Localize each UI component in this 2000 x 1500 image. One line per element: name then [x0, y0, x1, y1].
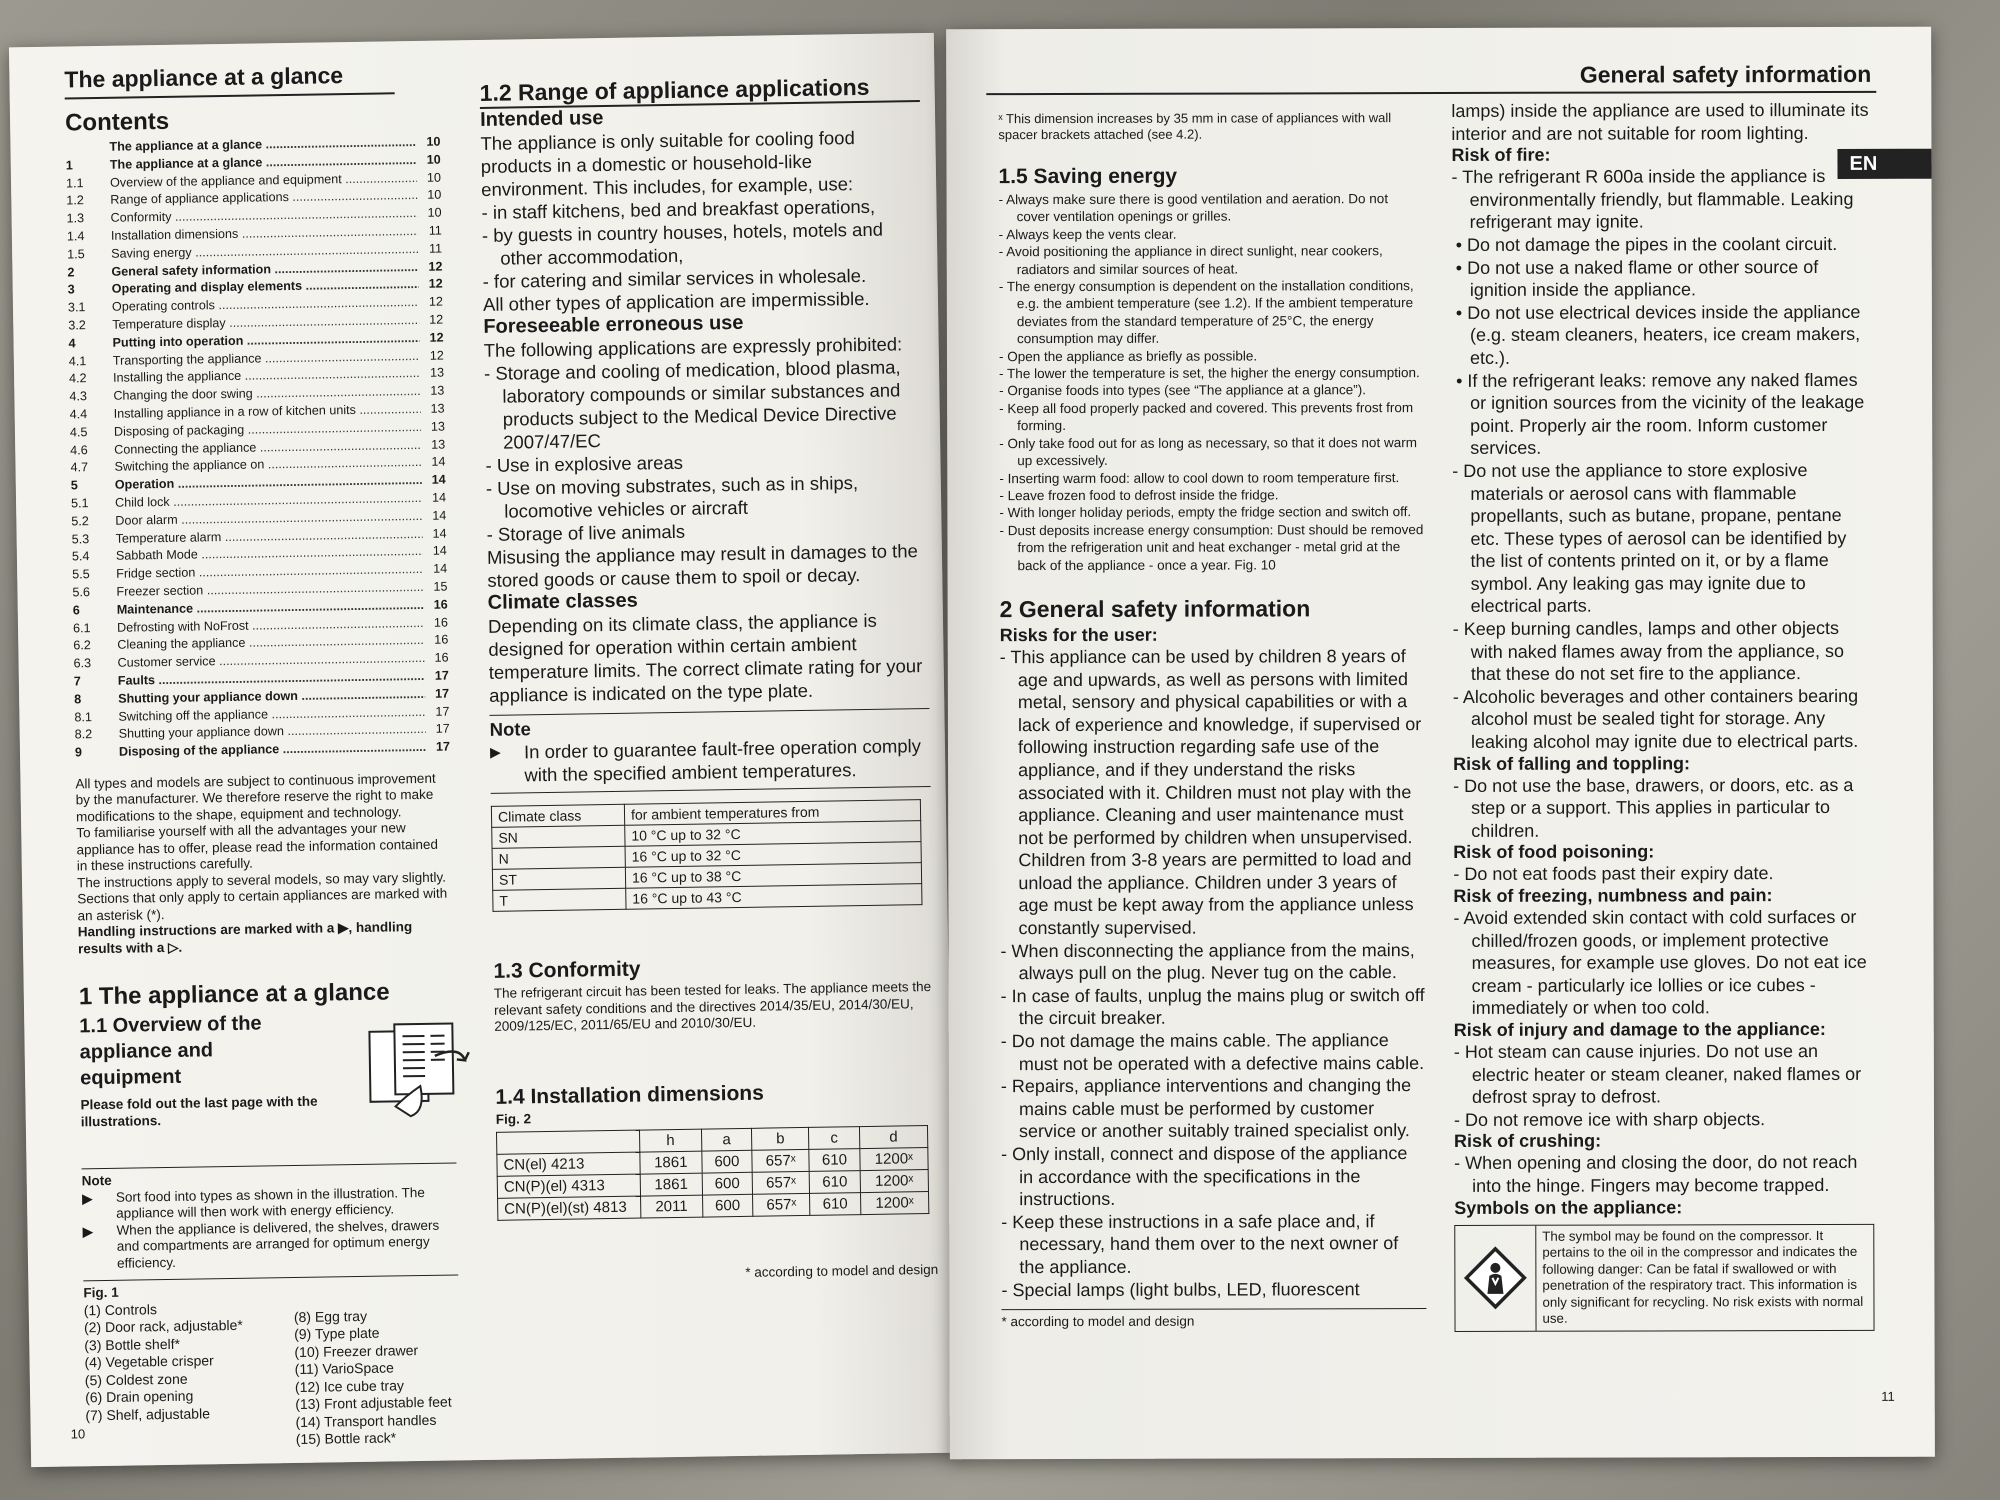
toc-title: Connecting the appliance .....: [114, 436, 421, 459]
page-number-left: 10: [70, 1426, 86, 1442]
table-cell: 10 °C up to 32 °C: [625, 821, 921, 847]
table-cell: CN(el) 4213: [497, 1152, 640, 1176]
intended-use-text: The appliance is only suitable for cooling food products in a domestic or household-like environment. This includes, for example, use:: [480, 127, 855, 200]
symbols-title: Symbols on the appliance:: [1454, 1196, 1683, 1218]
toc-title: The appliance at a glance .....: [109, 134, 416, 157]
toc-title: Temperature alarm .....: [116, 525, 423, 548]
note-list: [82, 1184, 458, 1272]
toc-number: 4.3: [69, 389, 88, 404]
risk-user-item: - Special lamps (light bulbs, LED, fluorescent: [1001, 1278, 1426, 1302]
toc-page: 11: [428, 223, 442, 238]
section-1-1-text: Please fold out the last page with the illustrations.: [80, 1094, 318, 1130]
toc-number: 6.2: [73, 638, 91, 653]
toc-number: 3: [67, 282, 75, 297]
fire-risk-item: - Do not use the appliance to store explosive materials or aerosol cans with flammable propellants, such as butane, propane, pentane etc. These types of aerosol can be identified by the list of contents printed on it, or by a flame symbol. Any leaking gas may ignite due to electrical parts.: [1452, 459, 1872, 618]
toc-number: 4.6: [70, 442, 88, 457]
toc-title: Shutting your appliance down .....: [119, 721, 426, 744]
toc-page: 16: [433, 615, 449, 630]
contents-title: Contents: [64, 107, 170, 137]
left-page-right-column: [479, 73, 938, 1285]
toc-page: 12: [429, 330, 444, 345]
toc-page: 14: [432, 526, 447, 541]
toc-page: 15: [433, 579, 448, 594]
toc-page: 12: [429, 348, 444, 363]
toc-number: 8.2: [74, 727, 93, 742]
legend-item: (2) Door rack, adjustable*: [83, 1317, 243, 1336]
toc-page: 14: [431, 454, 446, 470]
toc-title: Overview of the appliance and equipment .....: [110, 170, 417, 193]
fire-risk-bullet: • Do not use electrical devices inside the appliance (e.g. steam cleaners, heaters, ice cream makers, etc.).: [1452, 301, 1872, 370]
toc-page: 10: [426, 134, 441, 149]
risk-user-item: - Only install, connect and dispose of the appliance in accordance with the specifications in the instructions.: [1001, 1142, 1426, 1211]
toc-page: 13: [430, 419, 446, 434]
toc-title: Faults .....: [118, 668, 425, 691]
toc-title: Saving energy .....: [111, 241, 418, 264]
table-cell: 1200ˣ: [860, 1170, 929, 1193]
falling-risk-list: [1453, 773, 1873, 842]
intended-use-title: Intended use: [479, 107, 604, 131]
fire-risk-item: - Keep burning candles, lamps and other objects with naked flames away from the appliance, so that these do not set fire to the appliance.: [1453, 617, 1873, 686]
left-page: [9, 33, 956, 1467]
toc-page: 14: [431, 472, 446, 487]
note-item: ▶ Sort food into types as shown in the illustration. The appliance will then work with energy efficiency.: [82, 1184, 457, 1223]
lamps-continued: lamps) inside the appliance are used to illuminate its interior and are not suitable for room lighting.: [1451, 99, 1869, 144]
table-cell: 2011: [641, 1195, 703, 1218]
toc-number: 4.1: [68, 353, 87, 369]
table-cell: 600: [702, 1172, 753, 1195]
injury-risk-item: - Hot steam can cause injuries. Do not use an electric heater or steam cleaner, naked flames or defrost spray to defrost.: [1454, 1040, 1874, 1109]
table-cell: 16 °C up to 32 °C: [625, 842, 921, 868]
toc-page: 10: [426, 170, 442, 185]
section-2-title: 2 General safety information: [999, 595, 1311, 623]
legend-item: (12) Ice cube tray: [294, 1377, 405, 1395]
section-1-3-text: The refrigerant circuit has been tested for leaks. The appliance meets the relevant safety conditions and the directives 2014/35/EU, 2014/30/EU, 2009/125/EC, 2011/65/EU and 2010/30/EU.: [493, 978, 932, 1034]
toc-page: 10: [426, 152, 441, 167]
section-1-title: 1 The appliance at a glance: [78, 978, 390, 1011]
note-2-item: ▶ In order to guarantee fault-free operation comply with the specified ambient temperatures.: [490, 734, 931, 787]
installation-dimensions-table: [496, 1125, 929, 1221]
injury-risk-list: [1454, 1040, 1874, 1131]
toc-number: 1.1: [65, 175, 84, 191]
freezing-risk-list: [1453, 906, 1873, 1020]
toc-title: Switching the appliance on .....: [114, 454, 421, 477]
toc-number: 4.4: [69, 407, 88, 422]
fire-risk-list: [1451, 165, 1871, 234]
section-1-1-title: 1.1 Overview of the appliance and equipment: [79, 1012, 262, 1090]
toc-page: 14: [431, 490, 447, 505]
table-cell: SN: [492, 825, 625, 848]
toc-page: 17: [435, 721, 450, 737]
table-cell: 600: [702, 1194, 753, 1217]
toc-number: 5.4: [71, 549, 90, 564]
note-box-2: [489, 708, 930, 794]
toc-title: Shutting your appliance down .....: [118, 686, 425, 709]
legend-item: (11) VarioSpace: [294, 1359, 394, 1378]
toc-title: Defrosting with NoFrost .....: [117, 614, 424, 637]
fire-risk-bullet: • Do not damage the pipes in the coolant circuit.: [1452, 233, 1872, 257]
toc-title: General safety information .....: [111, 259, 418, 282]
left-column: [64, 61, 461, 1453]
legend-item: (3) Bottle shelf*: [84, 1335, 181, 1354]
toc-number: 1: [65, 158, 73, 173]
climate-classes-text: Depending on its climate class, the appliance is designed for operation within certain ambient temperature limits. The correct climate rating for your appliance is indicated on the type plate.: [487, 609, 923, 706]
footnote-right: * according to model and design: [1001, 1308, 1426, 1331]
risks-user-list: [1000, 645, 1427, 1301]
right-page: [946, 27, 1935, 1460]
table-header-cell: [497, 1130, 640, 1154]
header-rule: [986, 91, 1876, 95]
saving-energy-item: - Always make sure there is good ventilation and aeration. Do not cover ventilation openings or grilles.: [999, 190, 1424, 226]
crushing-risk-list: [1454, 1151, 1874, 1197]
injury-risk-title: Risk of injury and damage to the appliance:: [1453, 1018, 1826, 1040]
toc-number: 4: [68, 336, 76, 351]
erroneous-use-item: - Use in explosive areas: [485, 447, 925, 477]
toc-page: 17: [435, 704, 450, 719]
symbol-cell: [1455, 1225, 1536, 1330]
toc-title: Installation dimensions .....: [111, 223, 418, 246]
toc-number: 1.5: [67, 246, 85, 262]
toc-number: 1.3: [66, 211, 85, 226]
erroneous-use-item: - Use on moving substrates, such as in ships, locomotive vehicles or aircraft: [486, 470, 927, 523]
toc-title: Operating controls .....: [112, 294, 419, 317]
saving-energy-item: - Avoid positioning the appliance in direct sunlight, near cookers, radiators and similar sources of heat.: [999, 242, 1424, 278]
table-cell: T: [493, 888, 626, 911]
risks-user-title: Risks for the user:: [999, 624, 1158, 646]
toc-title: Operating and display elements .....: [112, 276, 419, 299]
page-number-right: 11: [1881, 1388, 1895, 1404]
intended-use-item: - for catering and similar services in wholesale.: [482, 263, 922, 293]
saving-energy-item: - The lower the temperature is set, the higher the energy consumption.: [999, 364, 1424, 383]
toc-page: 12: [428, 276, 443, 292]
toc-number: 4.7: [70, 460, 89, 475]
saving-energy-item: - Dust deposits increase energy consumption: Dust should be removed from the refrigeration unit and heat exchanger - metal grid at the back of the appliance - once a year. Fig. 10: [999, 521, 1424, 574]
food-poisoning-item: - Do not eat foods past their expiry date.: [1453, 862, 1873, 886]
toc-number: [65, 139, 109, 157]
toc-number: 5.1: [70, 496, 89, 511]
saving-energy-item: - With longer holiday periods, empty the fridge section and switch off.: [999, 503, 1424, 522]
fire-risk-item: - Alcoholic beverages and other containers bearing alcohol must be sealed tight for storage. Any leaking alcohol may ignite due to electrical parts.: [1453, 685, 1873, 754]
figure-1-list-b: [294, 1306, 453, 1448]
freezing-risk-item: - Avoid extended skin contact with cold surfaces or chilled/frozen goods, or implement protective measures, for example use gloves. Do not eat ice cream - particularly ice lollies or ice cubes - immediately or when too cold.: [1453, 906, 1873, 1020]
running-header: The appliance at a glance: [64, 62, 344, 93]
running-header: General safety information: [1579, 60, 1872, 88]
toc-title: Customer service .....: [117, 650, 424, 673]
legend-item: (8) Egg tray: [293, 1307, 368, 1325]
figure-1-list-a: [84, 1299, 296, 1452]
figure-2-title: Fig. 2: [495, 1110, 532, 1127]
saving-energy-item: - Keep all food properly packed and covered. This prevents frost from forming.: [999, 399, 1424, 435]
table-cell: CN(P)(el) 4313: [497, 1174, 640, 1198]
toc-title: Operation .....: [115, 472, 422, 495]
saving-energy-item: - Leave frozen food to defrost inside the fridge.: [999, 486, 1424, 505]
saving-energy-item: - Open the appliance as briefly as possible.: [999, 347, 1424, 366]
food-poisoning-list: [1453, 862, 1873, 886]
saving-energy-item: - Always keep the vents clear.: [999, 225, 1424, 244]
toc-title: Freezer section .....: [116, 579, 423, 602]
table-header-cell: c: [809, 1127, 860, 1150]
erroneous-use-item: - Storage of live animals: [486, 516, 926, 546]
toc-title: Changing the door swing .....: [113, 383, 420, 406]
intended-use-item: - in staff kitchens, bed and breakfast operations,: [481, 194, 921, 224]
intended-use-list: [481, 194, 922, 293]
fire-risk-title: Risk of fire:: [1451, 144, 1551, 166]
table-cell: N: [492, 846, 625, 869]
intro-paragraph: To familiarise yourself with all the advantages your new appliance has to offer, please read the information contained in these instructions carefully.: [76, 820, 439, 874]
risk-user-item: - In case of faults, unplug the mains plug or switch off the circuit breaker.: [1001, 984, 1426, 1030]
fire-risk-bullet: • If the refrigerant leaks: remove any naked flames or ignition sources from the vicinity of the leakage point. Properly air the room. Inform customer services.: [1452, 368, 1872, 459]
toc-page: 10: [427, 205, 442, 220]
table-cell: 610: [809, 1171, 860, 1194]
risk-user-item: - Repairs, appliance interventions and changing the mains cable must be performed by customer service or another suitably trained specialist only.: [1001, 1074, 1426, 1143]
figure-1-legend: [83, 1275, 461, 1452]
toc-title: Disposing of packaging .....: [114, 419, 421, 442]
crushing-risk-title: Risk of crushing:: [1454, 1130, 1602, 1152]
fire-risk-list-2: [1452, 459, 1873, 754]
toc-page: 12: [428, 259, 443, 274]
food-poisoning-title: Risk of food poisoning:: [1453, 841, 1655, 863]
toc-page: 17: [434, 686, 450, 701]
falling-risk-title: Risk of falling and toppling:: [1453, 752, 1691, 774]
toc-number: 4.2: [69, 371, 87, 386]
erroneous-use-item: - Storage and cooling of medication, blood plasma, laboratory compounds or similar substances and products subject to the Medical Device Directive 2007/47/EC: [484, 355, 925, 454]
toc-number: 1.2: [66, 193, 84, 208]
toc-page: 14: [432, 543, 447, 559]
table-header-cell: b: [752, 1127, 809, 1150]
intended-use-after: All other types of application are impermissible.: [482, 287, 870, 315]
toc-number: 3.2: [68, 318, 86, 333]
table-cell: 1861: [640, 1151, 702, 1174]
toc-page: 12: [428, 294, 444, 309]
fire-risk-bullets: [1452, 233, 1873, 460]
erroneous-use-text: The following applications are expressly prohibited:: [483, 333, 903, 361]
toc-title: Installing appliance in a row of kitchen units .....: [114, 401, 421, 424]
erroneous-use-list: [484, 355, 927, 546]
table-header-cell: Climate class: [491, 804, 624, 827]
toc-page: 13: [429, 365, 445, 381]
crushing-risk-item: - When opening and closing the door, do not reach into the hinge. Fingers may become trapped.: [1454, 1151, 1874, 1197]
toc-title: Fridge section .....: [116, 561, 423, 584]
table-header-cell: d: [859, 1126, 928, 1149]
toc-title: The appliance at a glance .....: [110, 152, 417, 175]
toc-number: 5.6: [72, 585, 91, 600]
table-cell: 657ˣ: [752, 1149, 809, 1172]
fire-risk-item: - The refrigerant R 600a inside the appliance is environmentally friendly, but flammable. Leaking refrigerant may ignite.: [1451, 165, 1871, 234]
saving-energy-item: - Organise foods into types (see “The appliance at a glance”).: [999, 382, 1424, 401]
intro-paragraph: Handling instructions are marked with a ▶, handling results with a ▷.: [77, 919, 413, 957]
toc-title: Disposing of the appliance .....: [119, 739, 426, 762]
toc-page: 14: [432, 508, 447, 523]
toc-number: 8.1: [74, 709, 93, 724]
falling-risk-item: - Do not use the base, drawers, or doors, etc. as a step or a support. This applies in particular to children.: [1453, 773, 1873, 842]
table-cell: 16 °C up to 38 °C: [625, 863, 921, 889]
table-cell: 610: [809, 1149, 860, 1172]
symbol-description: The symbol may be found on the compressor. It pertains to the oil in the compressor and indicates the following danger: Can be fatal if swallowed or with penetration of the respiratory tract. This information is only significant for recycling. No risk exists with normal use.: [1542, 1227, 1864, 1326]
section-1-5-title: 1.5 Saving energy: [998, 164, 1178, 189]
note-item: ▶ When the appliance is delivered, the shelves, drawers and compartments are arranged for optimum energy efficiency.: [82, 1217, 458, 1272]
climate-classes-title: Climate classes: [487, 589, 638, 614]
section-1-2-title: 1.2 Range of appliance applications: [479, 73, 870, 106]
table-cell: CN(P)(el)(st) 4813: [498, 1196, 641, 1220]
intro-paragraph: All types and models are subject to continuous improvement by the manufacturer. We therefore reserve the right to make modifications to the shape, equipment and technology.: [75, 770, 436, 825]
risk-user-item: - Keep these instructions in a safe place and, if necessary, hand them over to the next owner of the appliance.: [1001, 1210, 1426, 1279]
toc-number: 5.5: [72, 567, 90, 582]
health-hazard-icon: [1463, 1246, 1527, 1310]
risk-user-item: - Do not damage the mains cable. The appliance must not be operated with a defective mains cable.: [1001, 1029, 1426, 1075]
toc-number: 9: [74, 745, 83, 760]
legend-item: (13) Front adjustable feet: [295, 1393, 452, 1413]
legend-item: (15) Bottle rack*: [295, 1429, 397, 1448]
toc-title: Installing the appliance .....: [113, 365, 420, 388]
section-1-4-title: 1.4 Installation dimensions: [495, 1081, 765, 1109]
fold-out-page-icon: [364, 1015, 476, 1122]
climate-class-table: [491, 799, 923, 912]
symbol-box: [1454, 1223, 1874, 1331]
dimension-footnote: ˣ This dimension increases by 35 mm in case of appliances with wall spacer brackets attached (see 4.2).: [998, 110, 1392, 143]
table-cell: 657ˣ: [753, 1193, 810, 1216]
saving-energy-item: - Inserting warm food: allow to cool down to room temperature first.: [999, 469, 1424, 488]
table-cell: 1861: [640, 1173, 702, 1196]
injury-risk-item: - Do not remove ice with sharp objects.: [1454, 1108, 1874, 1132]
right-page-left-column: [998, 110, 1426, 1331]
toc-number: 6.3: [73, 656, 92, 671]
fire-risk-bullet: • Do not use a naked flame or other source of ignition inside the appliance.: [1452, 255, 1872, 301]
note-2-title: Note: [489, 718, 531, 740]
table-header-cell: for ambient temperatures from: [624, 800, 920, 826]
toc-title: Switching off the appliance .....: [118, 703, 425, 726]
toc-title: Conformity .....: [110, 205, 417, 228]
legend-item: (14) Transport handles: [295, 1411, 437, 1430]
language-tab: EN: [1837, 149, 1931, 179]
toc-number: 2: [67, 264, 75, 280]
toc-title: Sabbath Mode .....: [116, 543, 423, 566]
intro-paragraph: The instructions apply to several models, so may vary slightly. Sections that only apply to certain appliances are marked with an asterisk (*).: [76, 869, 448, 924]
toc-number: 6.1: [72, 620, 91, 635]
toc-number: 7: [73, 674, 81, 689]
note-2-list: [490, 734, 931, 787]
erroneous-use-title: Foreseeable erroneous use: [483, 311, 744, 338]
table-header-cell: h: [639, 1129, 701, 1152]
legend-item: (6) Drain opening: [84, 1388, 194, 1406]
legend-item: (7) Shelf, adjustable: [85, 1405, 211, 1424]
toc-number: 4.5: [69, 424, 88, 440]
toc-page: 13: [430, 383, 445, 398]
toc-number: 8: [74, 692, 82, 707]
table-cell: 16 °C up to 43 °C: [626, 884, 922, 910]
legend-item: (5) Coldest zone: [84, 1370, 188, 1389]
table-cell: ST: [492, 867, 625, 890]
toc-page: 17: [435, 739, 451, 754]
toc-title: Transporting the appliance .....: [113, 347, 420, 370]
risk-user-item: - This appliance can be used by children 8 years of age and upwards, as well as persons with limited metal, sensory and physical capabilities or with a lack of experience and knowledge, if supervised or following instruction regarding safe use of the appliance, and if they understand the risks associated with it. Children must not play with the appliance. Cleaning and user maintenance must not be performed by children when unsupervised. Children from 3-8 years are permitted to load and unload the appliance. Children under 3 years of age must be kept away from the appliance unless constantly supervised.: [1000, 645, 1426, 940]
toc-number: 6: [72, 603, 80, 618]
intended-use-item: - by guests in country houses, hotels, motels and other accommodation,: [482, 217, 923, 270]
note-title: Note: [81, 1173, 112, 1189]
section-1-3-title: 1.3 Conformity: [493, 957, 641, 983]
legend-item: (4) Vegetable crisper: [84, 1352, 214, 1371]
toc-title: Range of appliance applications .....: [110, 187, 417, 210]
toc-title: Putting into operation .....: [112, 330, 419, 353]
toc-title: Maintenance .....: [117, 597, 424, 620]
toc-number: 1.4: [66, 229, 85, 244]
toc-page: 16: [434, 632, 449, 648]
risk-user-item: - When disconnecting the appliance from the mains, always pull on the plug. Never tug on the cable.: [1001, 939, 1426, 985]
legend-item: (9) Type plate: [294, 1325, 380, 1343]
saving-energy-item: - Only take food out for as long as necessary, so that it does not warm up excessively.: [999, 434, 1424, 470]
table-cell: 657ˣ: [752, 1171, 809, 1194]
legend-item: (1) Controls: [83, 1301, 158, 1319]
toc-title: Cleaning the appliance .....: [117, 632, 424, 655]
toc-page: 14: [433, 561, 448, 576]
toc-page: 16: [434, 650, 449, 665]
table-cell: 1200ˣ: [860, 1192, 929, 1215]
figure-1-title: Fig. 1: [83, 1285, 119, 1301]
toc-number: 5.3: [71, 531, 90, 546]
toc-title: Door alarm .....: [115, 508, 422, 531]
legend-item: (10) Freezer drawer: [294, 1341, 419, 1360]
toc-number: 5.2: [71, 513, 89, 529]
intro-text: [75, 770, 453, 957]
toc-page: 16: [433, 597, 448, 612]
toc-page: 13: [430, 401, 445, 416]
toc-title: Child lock .....: [115, 490, 422, 513]
freezing-risk-title: Risk of freezing, numbness and pain:: [1453, 885, 1773, 906]
footnote-left: * according to model and design: [745, 1261, 939, 1280]
table-of-contents: [65, 134, 450, 763]
table-header-cell: a: [701, 1128, 752, 1151]
toc-page: 11: [428, 241, 443, 256]
toc-number: 3.1: [67, 300, 86, 315]
right-page-right-column: [1451, 99, 1874, 1332]
saving-energy-item: - The energy consumption is dependent on the installation conditions, e.g. the ambient temperature (see 1.2). If the ambient temperature deviates from the standard temperature of 25°C, the energy consumption may differ.: [999, 277, 1424, 348]
toc-page: 10: [427, 187, 442, 203]
table-cell: 610: [810, 1193, 861, 1216]
note-box: [82, 1163, 459, 1273]
toc-title: Temperature display .....: [112, 312, 419, 335]
toc-page: 17: [434, 668, 449, 683]
saving-energy-list: [999, 190, 1425, 574]
table-cell: 1200ˣ: [860, 1148, 929, 1171]
table-cell: 600: [701, 1150, 752, 1173]
toc-number: 5: [70, 478, 78, 493]
toc-page: 13: [431, 437, 446, 452]
toc-page: 12: [429, 312, 444, 327]
misuse-consequence: Misusing the appliance may result in damages to the stored goods or cause them to spoil or decay.: [486, 540, 918, 591]
